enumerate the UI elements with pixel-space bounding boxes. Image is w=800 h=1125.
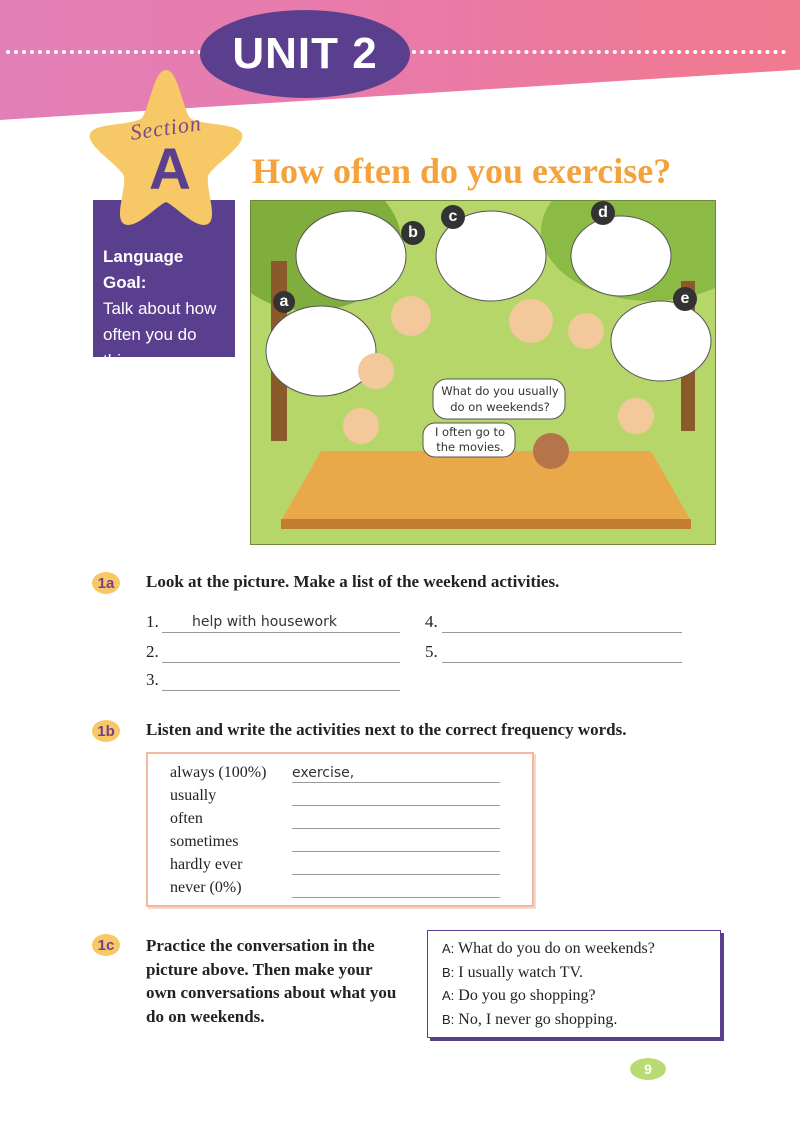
conversation-line	[442, 937, 720, 961]
picture-label-a: a	[273, 291, 295, 313]
frequency-word-hardly-ever: hardly ever	[170, 856, 243, 873]
exercise-1c-instruction: Practice the conversation in the picture above. Then make your own conversations about what you do on weekends.	[146, 936, 397, 1026]
header-dots-left	[6, 50, 202, 54]
exercise-badge-1a: 1a	[92, 572, 120, 594]
list-number-3: 3.	[146, 670, 159, 689]
frequency-word-sometimes: sometimes	[170, 833, 239, 850]
goal-text: Talk about how often you do things	[103, 299, 217, 370]
frequency-answer-usually[interactable]	[292, 787, 500, 806]
picture-label-b: b	[401, 221, 425, 245]
exercise-badge-1b: 1b	[92, 720, 120, 742]
speech-bubble-answer: I often go to the movies.	[435, 425, 505, 454]
answer-line-2[interactable]	[162, 642, 400, 663]
frequency-answer-always[interactable]: exercise,	[292, 764, 500, 783]
answer-line-4[interactable]	[442, 612, 682, 633]
frequency-word-usually: usually	[170, 787, 217, 804]
list-number-2: 2.	[146, 642, 159, 661]
picture-illustration	[251, 201, 716, 545]
answer-line-3[interactable]	[162, 670, 400, 691]
conversation-line	[442, 984, 720, 1008]
frequency-answer-often[interactable]	[292, 810, 500, 829]
page-number: 9	[630, 1058, 666, 1080]
conversation-text: I usually watch TV.	[458, 963, 584, 981]
frequency-answer-sometimes[interactable]	[292, 833, 500, 852]
conversation-text: What do you do on weekends?	[458, 940, 655, 957]
picture-label-c: c	[441, 205, 465, 229]
conversation-line	[442, 961, 720, 985]
answer-line-1[interactable]: help with housework	[162, 612, 400, 633]
picture-label-d: d	[591, 201, 615, 225]
speech-bubble-question: What do you usually do on weekends?	[441, 384, 559, 414]
answer-line-5[interactable]	[442, 642, 682, 663]
conversation-text: No, I never go shopping.	[458, 1010, 618, 1028]
frequency-word-never: never (0%)	[170, 879, 242, 896]
conversation-text: Do you go shopping?	[458, 987, 596, 1004]
conversation-line	[442, 1008, 720, 1032]
unit-title: UNIT 2	[200, 10, 410, 98]
header-dots-right	[412, 50, 786, 54]
list-number-5: 5.	[425, 642, 438, 661]
frequency-answer-hardly-ever[interactable]	[292, 856, 500, 875]
frequency-word-always: always (100%)	[170, 764, 267, 781]
frequency-word-often: often	[170, 810, 203, 827]
conversation-box	[427, 930, 721, 1038]
list-number-1: 1.	[146, 612, 159, 631]
page-title: How often do you exercise?	[252, 151, 672, 191]
exercise-badge-1c: 1c	[92, 934, 120, 956]
exercise-1b-instruction: Listen and write the activities next to the correct frequency words.	[146, 720, 627, 739]
exercise-1a-instruction: Look at the picture. Make a list of the weekend activities.	[146, 572, 560, 591]
section-word: Section	[128, 110, 204, 145]
speaker-label: B:	[442, 964, 455, 980]
frequency-box	[146, 752, 534, 907]
list-number-4: 4.	[425, 612, 438, 631]
speaker-label: A:	[442, 988, 455, 1003]
weekend-activities-picture	[250, 200, 716, 545]
speaker-label: A:	[442, 941, 455, 956]
picture-label-e: e	[673, 287, 697, 311]
frequency-answer-never[interactable]	[292, 879, 500, 898]
section-letter: A	[149, 137, 191, 202]
goal-title: Language Goal:	[103, 247, 184, 292]
speaker-label: B:	[442, 1011, 455, 1027]
